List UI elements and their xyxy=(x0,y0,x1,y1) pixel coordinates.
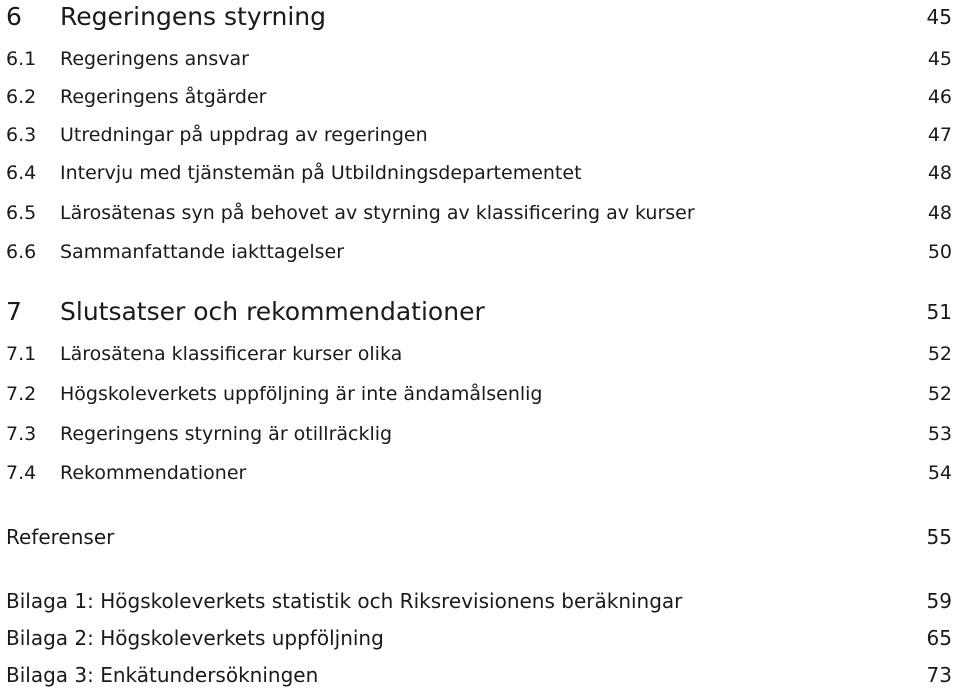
toc-section-6-4[interactable] xyxy=(0,156,960,190)
page-number: 73 xyxy=(926,663,952,687)
appendix-title: Bilaga 3: Enkätundersökningen xyxy=(6,663,319,687)
section-number: 7.3 xyxy=(6,423,37,445)
section-number: 6.5 xyxy=(6,202,37,224)
toc-section-7-4[interactable] xyxy=(0,456,960,490)
section-title: Lärosätena klassificerar kurser olika xyxy=(60,343,403,365)
page-number: 52 xyxy=(927,343,952,365)
section-number: 7.2 xyxy=(6,383,37,405)
toc-section-7-1[interactable] xyxy=(0,337,960,371)
section-number: 6.3 xyxy=(6,124,37,146)
toc-section-6-1[interactable] xyxy=(0,42,960,76)
section-number: 7.1 xyxy=(6,343,37,365)
page-number: 50 xyxy=(927,241,952,263)
page-number: 59 xyxy=(926,589,952,613)
section-title: Utredningar på uppdrag av regeringen xyxy=(60,124,428,146)
toc-appendix-1[interactable] xyxy=(0,584,960,618)
toc-chapter-6[interactable] xyxy=(0,0,960,34)
section-title: Regeringens ansvar xyxy=(60,48,249,70)
toc-appendix-2[interactable] xyxy=(0,621,960,655)
toc-section-6-2[interactable] xyxy=(0,80,960,114)
section-title: Regeringens åtgärder xyxy=(60,86,267,108)
chapter-title: Slutsatser och rekommendationer xyxy=(60,297,485,326)
page-number: 51 xyxy=(926,300,952,324)
page-number: 47 xyxy=(927,124,952,146)
section-title: Regeringens styrning är otillräcklig xyxy=(60,423,393,445)
section-number: 6.1 xyxy=(6,48,37,70)
page-number: 45 xyxy=(927,48,952,70)
section-number: 6.6 xyxy=(6,241,37,263)
chapter-title: Regeringens styrning xyxy=(60,2,326,31)
toc-section-6-6[interactable] xyxy=(0,235,960,269)
toc-section-6-3[interactable] xyxy=(0,118,960,152)
toc-section-7-3[interactable] xyxy=(0,417,960,451)
page-number: 52 xyxy=(927,383,952,405)
section-title: Intervju med tjänstemän på Utbildningsdepartementet xyxy=(60,162,582,184)
toc-section-6-5[interactable] xyxy=(0,196,960,230)
section-title: Rekommendationer xyxy=(60,462,247,484)
section-number: 6.4 xyxy=(6,162,37,184)
section-number: 7.4 xyxy=(6,462,37,484)
page-number: 48 xyxy=(927,162,952,184)
toc-chapter-7[interactable] xyxy=(0,295,960,329)
toc-section-7-2[interactable] xyxy=(0,377,960,411)
references-title: Referenser xyxy=(6,525,115,549)
page-number: 65 xyxy=(926,626,952,650)
page-number: 55 xyxy=(926,525,952,549)
chapter-number: 7 xyxy=(6,297,22,326)
section-title: Sammanfattande iakttagelser xyxy=(60,241,345,263)
page-number: 46 xyxy=(927,86,952,108)
toc-appendix-3[interactable] xyxy=(0,658,960,692)
section-number: 6.2 xyxy=(6,86,37,108)
appendix-title: Bilaga 2: Högskoleverkets uppföljning xyxy=(6,626,384,650)
section-title: Lärosätenas syn på behovet av styrning av klassificering av kurser xyxy=(60,202,695,224)
section-title: Högskoleverkets uppföljning är inte ändamålsenlig xyxy=(60,383,543,405)
toc-references[interactable] xyxy=(0,520,960,554)
page-number: 45 xyxy=(926,5,952,29)
chapter-number: 6 xyxy=(6,2,22,31)
page-number: 48 xyxy=(927,202,952,224)
appendix-title: Bilaga 1: Högskoleverkets statistik och Riksrevisionens beräkningar xyxy=(6,589,683,613)
page-number: 54 xyxy=(927,462,952,484)
page-number: 53 xyxy=(927,423,952,445)
